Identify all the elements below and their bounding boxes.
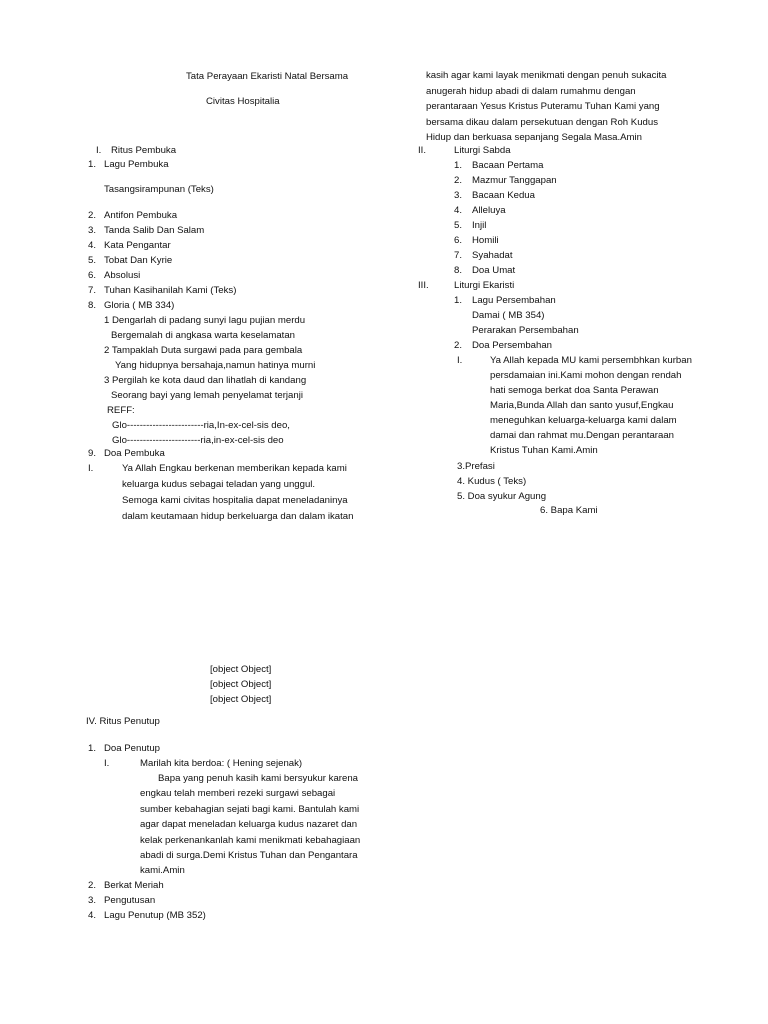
prayer-line: persdamaian ini.Kami mohon dengan rendah bbox=[490, 370, 682, 381]
prayer-line: perantaraan Yesus Kristus Puteramu Tuhan Kami yang bbox=[426, 101, 660, 112]
prayer-continuation bbox=[426, 68, 726, 146]
list-label: Lagu Penutup (MB 352) bbox=[104, 910, 206, 921]
prayer-line: dalam keutamaan hidup berkeluarga dan dalam ikatan bbox=[122, 511, 354, 522]
prayer-number: I. bbox=[104, 758, 110, 769]
list-item bbox=[88, 908, 348, 923]
section-2-heading: Liturgi Sabda bbox=[454, 145, 511, 156]
list-number: 8. bbox=[88, 300, 97, 311]
list-label: Tuhan Kasihanilah Kami (Teks) bbox=[104, 285, 237, 296]
offertory-prayer bbox=[490, 353, 730, 458]
list-item: [object Object] bbox=[210, 664, 272, 675]
prayer-line: Kristus Tuhan Kami.Amin bbox=[490, 445, 598, 456]
list-item: Lagu Persembahan bbox=[472, 295, 556, 306]
list-item bbox=[88, 238, 388, 253]
list-number: 2. bbox=[88, 210, 97, 221]
lyric-line: Yang hidupnya bersahaja,namun hatinya murni bbox=[115, 360, 316, 371]
list-label: Syahadat bbox=[472, 250, 513, 261]
prayer-line: Semoga kami civitas hospitalia dapat meneladaninya bbox=[122, 495, 348, 506]
list-item bbox=[88, 283, 388, 298]
list-item bbox=[88, 893, 348, 908]
list-label: Alleluya bbox=[472, 205, 506, 216]
list-item: [object Object] bbox=[210, 679, 272, 690]
list-number: 8. bbox=[454, 265, 463, 276]
section-1-list bbox=[88, 208, 388, 313]
list-number: 6. bbox=[88, 270, 97, 281]
list-item bbox=[88, 878, 348, 893]
prayer-line: kami.Amin bbox=[140, 865, 185, 877]
list-number: 5. bbox=[454, 220, 463, 231]
list-item bbox=[454, 218, 714, 233]
list-number: 9. bbox=[88, 448, 97, 459]
list-item bbox=[88, 268, 388, 283]
list-label: Doa Umat bbox=[472, 265, 516, 276]
prayer-number: I. bbox=[457, 355, 463, 366]
list-item: [object Object] bbox=[210, 694, 272, 705]
section-4-heading: IV. Ritus Penutup bbox=[86, 716, 160, 727]
list-item: Doa Pembuka bbox=[104, 448, 165, 459]
list-item bbox=[454, 233, 714, 248]
list-label: Bacaan Kedua bbox=[472, 190, 535, 201]
list-label: Kata Pengantar bbox=[104, 240, 171, 251]
list-item: 6. Bapa Kami bbox=[540, 505, 598, 516]
list-number: 1. bbox=[454, 160, 463, 171]
opening-prayer bbox=[122, 461, 382, 525]
list-label: Tanda Salib Dan Salam bbox=[104, 225, 205, 236]
lyric-line: 3 Pergilah ke kota daud dan lihatlah di kandang bbox=[104, 375, 307, 386]
list-number: 3. bbox=[454, 190, 463, 201]
prayer-line: kelak perkenankanlah kami menikmati kebahagiaan bbox=[140, 834, 361, 846]
list-item bbox=[454, 248, 714, 263]
list-item: Doa Penutup bbox=[104, 743, 161, 754]
prayer-line: abadi di surga.Demi Kristus Tuhan dan Pengantara bbox=[140, 849, 358, 861]
lyric-line: REFF: bbox=[107, 405, 135, 416]
list-label: Homili bbox=[472, 235, 499, 246]
list-item bbox=[88, 208, 388, 223]
list-item bbox=[88, 298, 388, 313]
list-number: 4. bbox=[454, 205, 463, 216]
lyric-line: 1 Dengarlah di padang sunyi lagu pujian merdu bbox=[104, 315, 306, 326]
list-label: Bacaan Pertama bbox=[472, 160, 544, 171]
prayer-line: keluarga kudus sebagai teladan yang unggul. bbox=[122, 479, 316, 490]
list-item: Lagu Pembuka bbox=[104, 159, 169, 170]
list-label: Gloria ( MB 334) bbox=[104, 300, 175, 311]
list-item: 5. Doa syukur Agung bbox=[457, 491, 547, 502]
list-number: 2. bbox=[88, 880, 97, 891]
list-item bbox=[88, 253, 388, 268]
prayer-line: engkau telah memberi rezeki surgawi sebagai bbox=[140, 788, 336, 800]
prayer-line: meneguhkan keluarga-keluarga kami dalam bbox=[490, 415, 677, 426]
list-item bbox=[454, 188, 714, 203]
list-item: 3.Prefasi bbox=[457, 461, 495, 472]
prayer-line: Ya Allah Engkau berkenan memberikan kepada kami bbox=[122, 463, 347, 474]
list-item bbox=[454, 263, 714, 278]
list-label: Antifon Pembuka bbox=[104, 210, 178, 221]
list-number: 1. bbox=[88, 743, 97, 754]
list-number: 5. bbox=[88, 255, 97, 266]
list-number: 1. bbox=[88, 159, 97, 170]
song-title: Damai ( MB 354) bbox=[472, 310, 545, 321]
section-4-list bbox=[88, 878, 348, 923]
list-number: 1. bbox=[454, 295, 463, 306]
list-number: 3. bbox=[88, 225, 97, 236]
list-item: Doa Persembahan bbox=[472, 340, 552, 351]
gloria-lyrics bbox=[104, 313, 384, 448]
lyric-line: 2 Tampaklah Duta surgawi pada para gembala bbox=[104, 345, 303, 356]
prayer-line: Ya Allah kepada MU kami persembhkan kurban bbox=[490, 355, 692, 366]
prayer-line: sumber kebahagian sejati bagi kami. Bantulah kami bbox=[140, 803, 360, 815]
lyric-line: Bergemalah di angkasa warta keselamatan bbox=[111, 330, 295, 341]
prayer-line: anugerah hidup abadi di dalam rumahmu dengan bbox=[426, 85, 636, 97]
prayer-line: Maria,Bunda Allah dan santo yusuf,Engkau bbox=[490, 400, 674, 411]
section-3-heading: Liturgi Ekaristi bbox=[454, 280, 515, 291]
list-label: Mazmur Tanggapan bbox=[472, 175, 557, 186]
list-item bbox=[88, 223, 388, 238]
doc-title: Tata Perayaan Ekaristi Natal Bersama bbox=[186, 71, 349, 82]
list-item bbox=[454, 203, 714, 218]
list-label: Berkat Meriah bbox=[104, 880, 164, 891]
list-label: Pengutusan bbox=[104, 895, 156, 906]
list-label: Tobat Dan Kyrie bbox=[104, 255, 173, 266]
list-item bbox=[454, 158, 714, 173]
list-number: 7. bbox=[454, 250, 463, 261]
prayer-line: damai dan rahmat mu.Dengan perantaraan bbox=[490, 430, 674, 441]
list-number: 7. bbox=[88, 285, 97, 296]
closing-prayer bbox=[140, 771, 380, 879]
lyric-line: Glo------------------------ria,In-ex-cel-sis deo, bbox=[112, 420, 290, 431]
prayer-number: I. bbox=[88, 463, 94, 474]
list-number: 4. bbox=[88, 910, 97, 921]
prayer-line: kasih agar kami layak menikmati dengan penuh sukacita bbox=[426, 70, 667, 81]
list-number: 3. bbox=[88, 895, 97, 906]
list-subitem: Perarakan Persembahan bbox=[472, 325, 579, 336]
lyric-line: Seorang bayi yang lemah penyelamat terjanji bbox=[111, 390, 303, 401]
list-label: Absolusi bbox=[104, 270, 141, 281]
list-number: 2. bbox=[454, 340, 463, 351]
section-1-heading: Ritus Pembuka bbox=[111, 145, 177, 156]
list-number: 4. bbox=[88, 240, 97, 251]
section-3-list-end bbox=[210, 662, 410, 707]
prayer-line: agar dapat meneladan keluarga kudus nazaret dan bbox=[140, 819, 358, 831]
list-item: 4. Kudus ( Teks) bbox=[457, 476, 527, 487]
list-number: 6. bbox=[454, 235, 463, 246]
section-2-number: II. bbox=[418, 145, 426, 156]
prayer-line: Hidup dan berkuasa sepanjang Segala Masa.Amin bbox=[426, 132, 642, 143]
section-1-number: I. bbox=[96, 145, 102, 156]
doc-subtitle: Civitas Hospitalia bbox=[206, 96, 280, 107]
section-2-list bbox=[454, 158, 714, 278]
list-label: Injil bbox=[472, 220, 487, 231]
section-3-list-continued bbox=[457, 459, 657, 504]
lyric-line: Glo-----------------------ria,in-ex-cel-sis deo bbox=[112, 435, 284, 446]
list-item bbox=[454, 173, 714, 188]
section-3-number: III. bbox=[418, 280, 429, 291]
list-number: 2. bbox=[454, 175, 463, 186]
prayer-line: bersama dikau dalam persekutuan dengan Roh Kudus bbox=[426, 116, 659, 128]
prayer-line: hati semoga berkat doa Santa Perawan bbox=[490, 385, 659, 396]
song-title: Tasangsirampunan (Teks) bbox=[104, 184, 214, 195]
prayer-line: Bapa yang penuh kasih kami bersyukur karena bbox=[158, 773, 358, 784]
prayer-intro: Marilah kita berdoa: ( Hening sejenak) bbox=[140, 758, 303, 769]
